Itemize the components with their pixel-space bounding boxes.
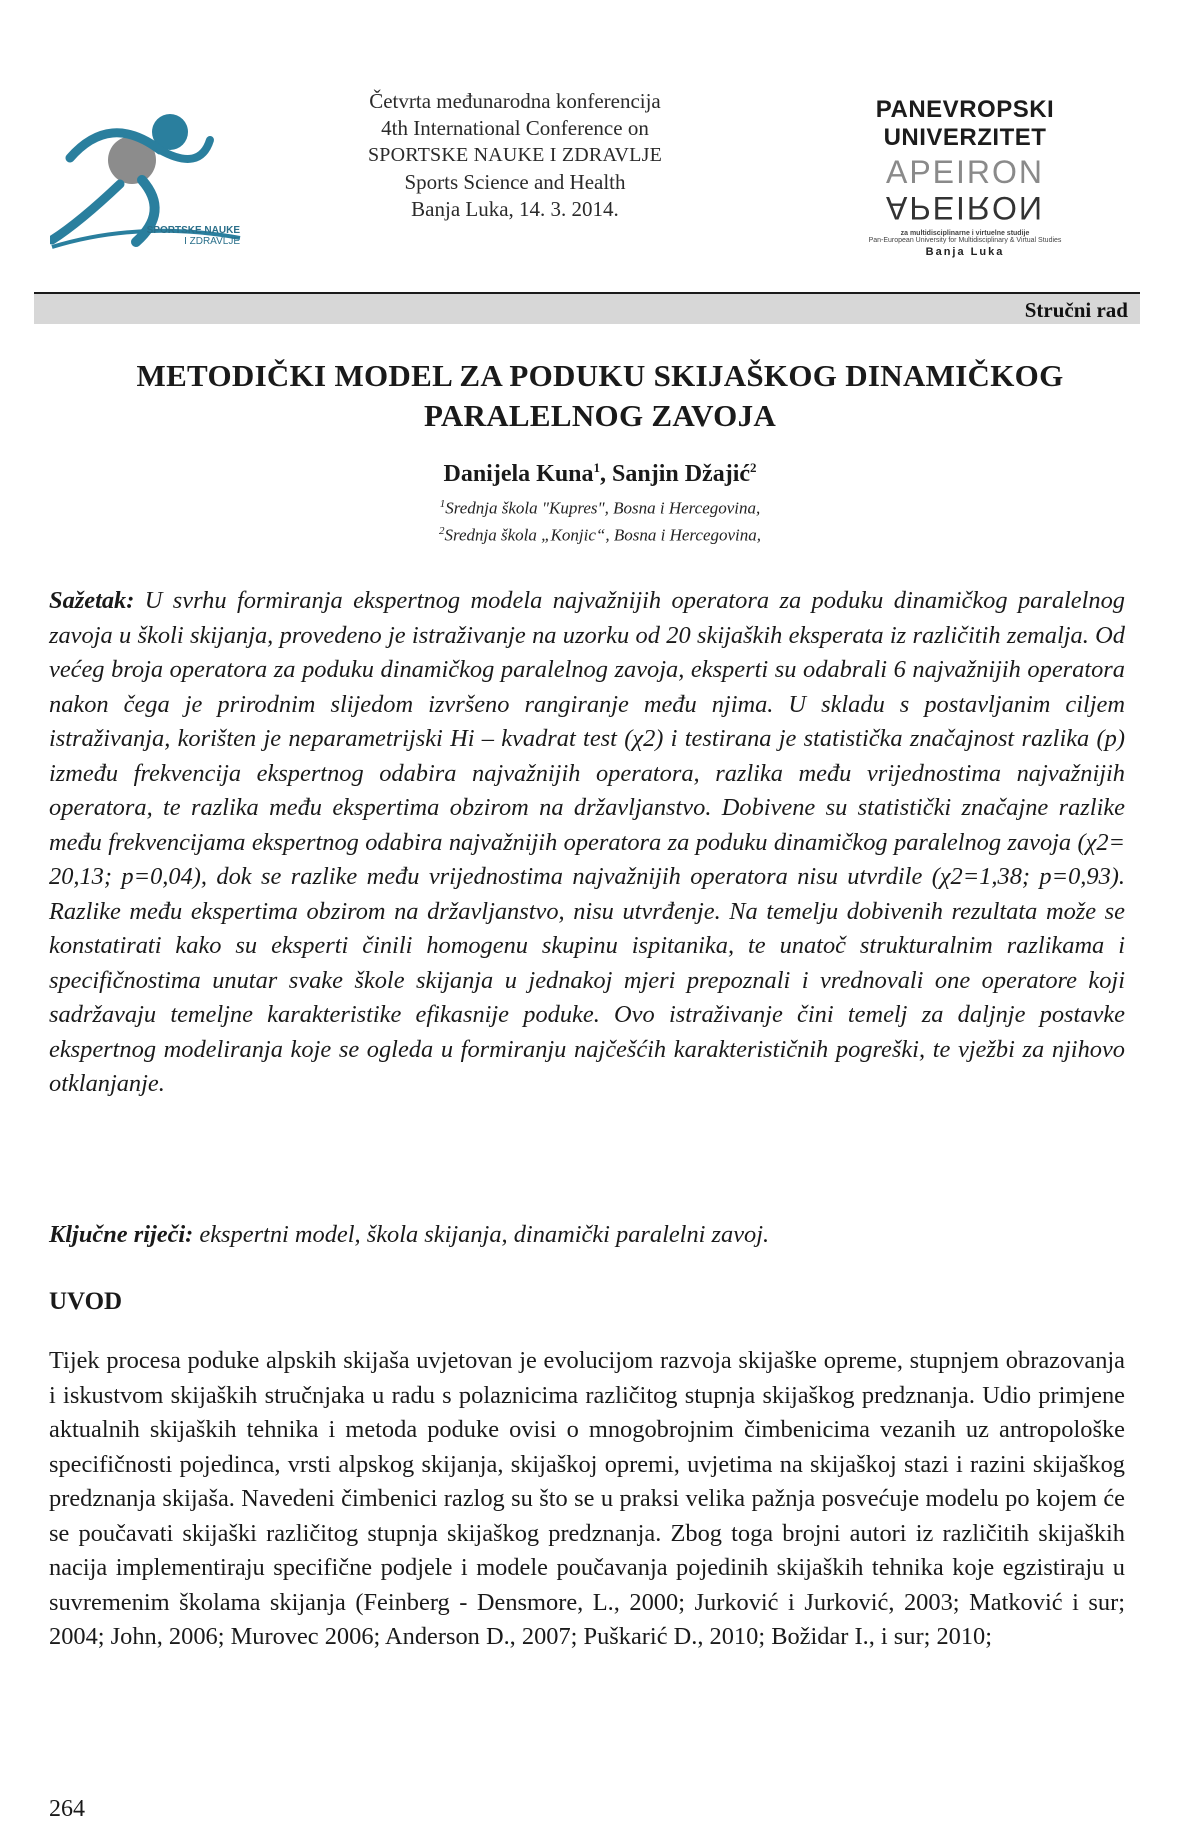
logo-caption-line2: I ZDRAVLJE <box>184 235 240 247</box>
university-logo <box>800 96 1130 258</box>
university-title: PANEVROPSKI UNIVERZITET <box>875 96 1055 151</box>
keywords <box>49 1221 1125 1249</box>
paper-title <box>40 356 1160 436</box>
university-city: Banja Luka <box>925 246 1005 258</box>
university-name-mirrored: APEIRON <box>885 190 1045 226</box>
logo-caption-line1: SPORTSKE NAUKE <box>146 225 240 236</box>
conference-info <box>315 88 715 223</box>
affiliation-2-text: Srednja škola „Konjic“, Bosna i Hercegovina, <box>444 525 762 545</box>
paper-type-label: Stručni rad <box>1024 298 1128 322</box>
intro-paragraph: Tijek procesa poduke alpskih skijaša uvjetovan je evolucijom razvoja skijaške opreme, stupnjem obrazovanja i iskustvom skijaških stručnjaka u radu s polaznicima različitog stupnja skijaškog predznanja. Udio primjene aktualnih skijaških tehnika i metoda poduke ovisi o mnogobrojnim čimbenicima vezanih uz antropološke specifičnosti pojedinca, vrsti alpskog skijanja, skijaškoj opremi, uvjetima na skijaškoj stazi i razini skijaškog predznanja skijaša. Navedeni čimbenici razlog su što se u praksi velika pažnja posvećuje modelu po kojem će se poučavati skijaški različitog stupnja skijaškog predznanja. Zbog toga brojni autori iz različitih skijaških nacija implementiraju specifične podjele i modele poučavanja pojedinih skijaških tehnika koje egzistiraju u suvremenim školama skijanja (Feinberg - Densmore, L., 2000; Jurković i Jurković, 2003; Matković i sur; 2004; John, 2006; Murovec 2006; Anderson D., 2007; Puškarić D., 2010; Božidar I., i sur; 2010; <box>49 1347 1125 1650</box>
authors-line <box>40 460 1160 488</box>
author-1: Danijela Kuna <box>443 461 594 487</box>
university-subtitle-2: Pan-European University for Multidisciplinary & Virtual Studies <box>868 237 1062 244</box>
conference-line-3: SPORTSKE NAUKE I ZDRAVLJE <box>367 144 662 166</box>
abstract <box>49 584 1125 1102</box>
conference-line-2: 4th International Conference on <box>381 116 649 140</box>
paper-title-line2: PARALELNOG ZAVOJA <box>423 398 777 433</box>
affiliation-2 <box>40 525 1160 546</box>
logo-caption <box>110 226 240 247</box>
affiliation-1 <box>40 498 1160 519</box>
abstract-label: Sažetak: <box>49 587 135 614</box>
keywords-label: Ključne riječi: <box>49 1221 194 1248</box>
page-header <box>0 0 1200 280</box>
university-name: APEIRON <box>885 154 1045 190</box>
affiliation-1-text: Srednja škola "Kupres", Bosna i Hercegovina, <box>445 498 761 518</box>
author-2-sup: 2 <box>750 460 757 475</box>
paper-title-line1: METODIČKI MODEL ZA PODUKU SKIJAŠKOG DINAMIČKOG <box>136 358 1064 393</box>
abstract-text: U svrhu formiranja ekspertnog modela najvažnijih operatora za poduku dinamičkog paralelnog zavoja u školi skijanja, provedeno je istraživanje na uzorku od 20 skijaških eksperata iz različitih zemalja. Od većeg broja operatora za poduku dinamičkog paralelnog zavoja, eksperti su odabrali 6 najvažnijih operatora nakon čega je prirodnim slijedom izvršeno rangiranje među njima. U skladu s postavljanim ciljem istraživanja, korišten je neparametrijski Hi – kvadrat test (χ2) i testirana je statistička značajnost razlika (p) između frekvencija ekspertnog odabira najvažnijih operatora, razlika među vrijednostima najvažnijih operatora, te razlika među ekspertima obzirom na državljanstvo. Dobivene su statistički značajne razlike među frekvencijama ekspertnog odabira najvažnijih operatora za poduku dinamičkog paralelnog zavoja (χ2= 20,13; p=0,04), dok se razlike među vrijednostima najvažnijih operatora nisu utvrdile (χ2=1,38; p=0,93). Razlike među ekspertima obzirom na državljanstvo, nisu utvrđenje. Na temelju dobivenih rezultata može se konstatirati kako su eksperti činili homogenu skupinu ispitanika, te unatoč strukturalnim razlikama i specifičnostima unutar svake škole skijanja u jednakoj mjeri prepoznali i vrednovali one operatore koji sadržavaju temeljne karakteristike efikasnije poduke. Ovo istraživanje čini temelj za daljnje postavke ekspertnog modeliranja koje se ogleda u formiranju najčešćih karakterističnih pogreški, te vježbi za njihovo otklanjanje. <box>49 587 1125 1097</box>
page-number: 264 <box>49 1796 85 1822</box>
university-subtitle-1: za multidisciplinarne i virtuelne studije <box>900 230 1030 237</box>
conference-line-5: Banja Luka, 14. 3. 2014. <box>411 197 619 221</box>
author-2: Sanjin Džajić <box>612 461 751 487</box>
keywords-text: ekspertni model, škola skijanja, dinamički paralelni zavoj. <box>199 1221 770 1248</box>
conference-line-4: Sports Science and Health <box>404 170 626 194</box>
author-1-sup: 1 <box>593 460 601 475</box>
author-separator: , <box>600 461 613 487</box>
conference-line-1: Četvrta međunarodna konferencija <box>369 89 661 113</box>
affiliation-2-sup: 2 <box>438 525 445 537</box>
section-heading-uvod: UVOD <box>49 1288 123 1315</box>
paper-type-band <box>34 292 1140 324</box>
affiliation-1-sup: 1 <box>439 498 446 510</box>
